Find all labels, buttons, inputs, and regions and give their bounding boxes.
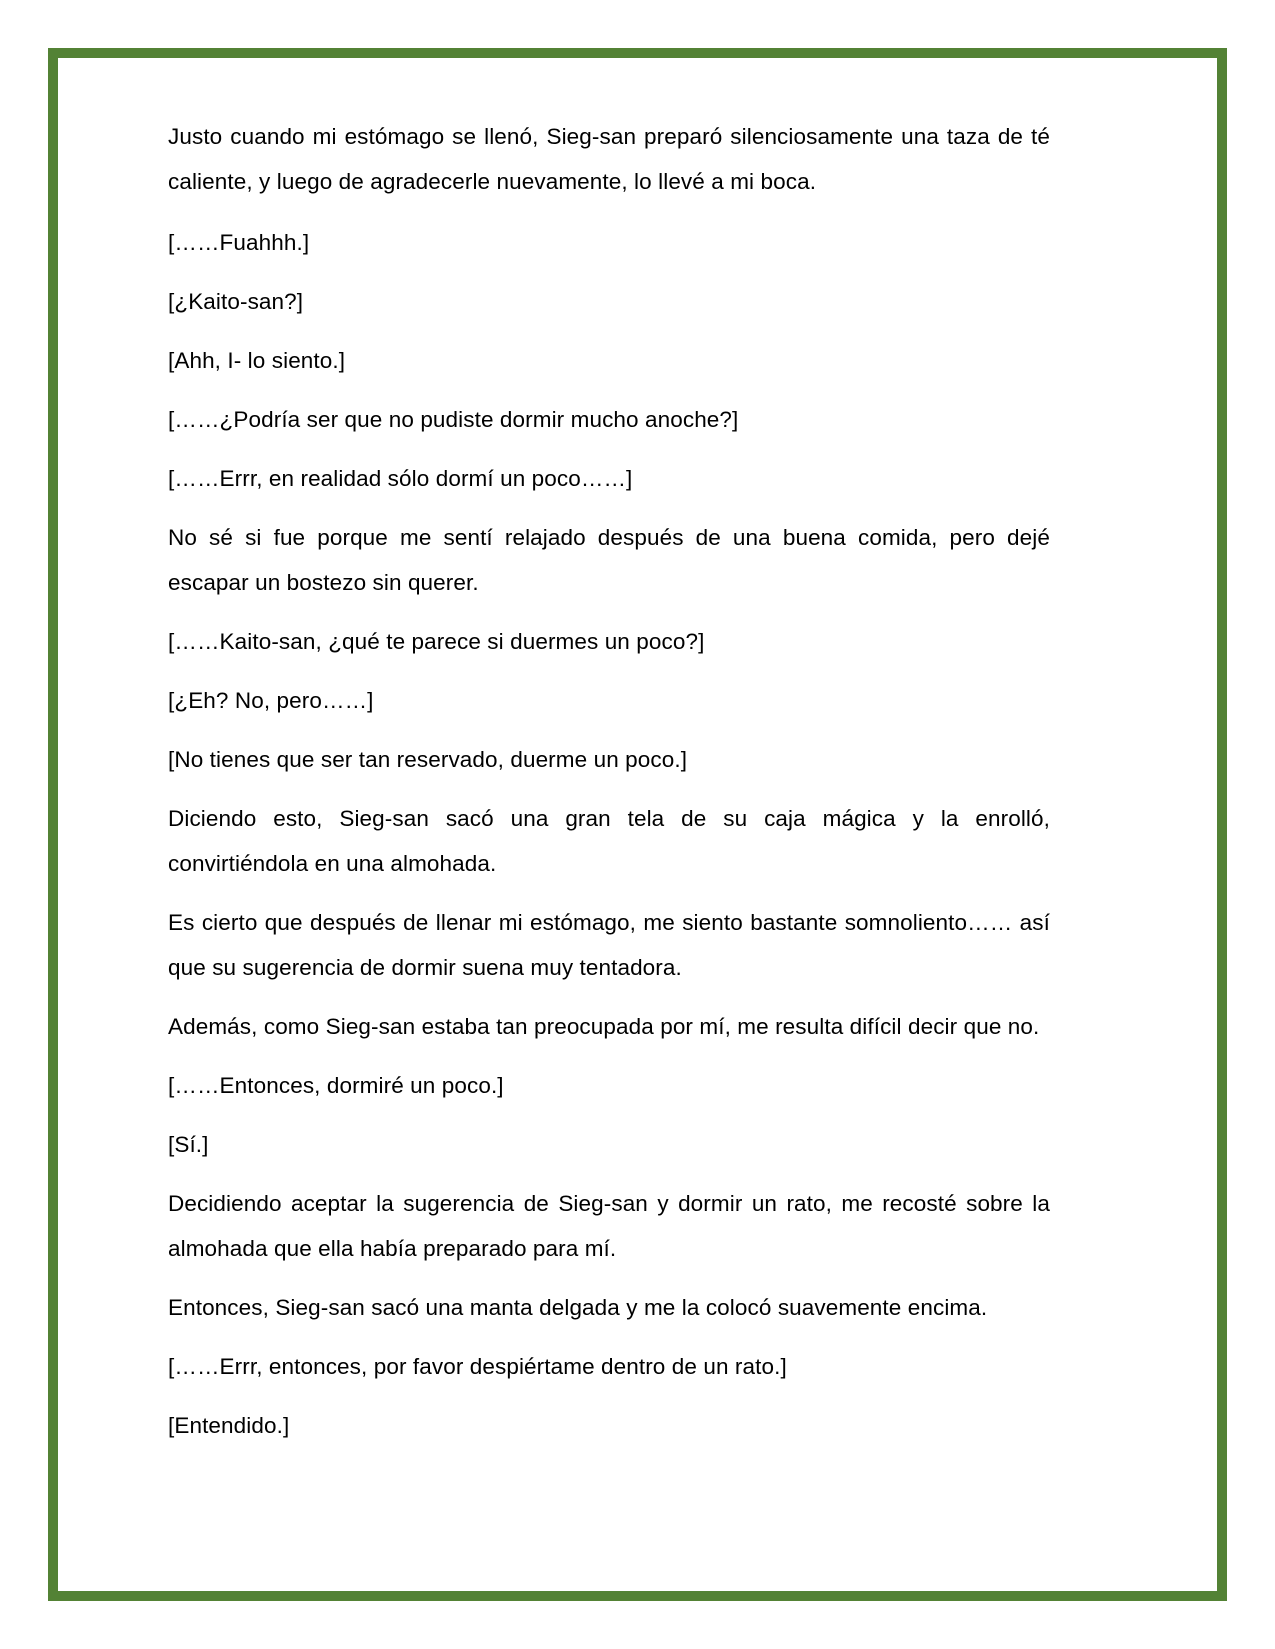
page-border-frame bbox=[48, 48, 1227, 1601]
paragraph-dialogue: [……¿Podría ser que no pudiste dormir mucho anoche?] bbox=[168, 407, 739, 432]
paragraph-dialogue: [Sí.] bbox=[168, 1132, 209, 1157]
paragraph-dialogue: [No tienes que ser tan reservado, duerme un poco.] bbox=[168, 747, 688, 772]
paragraph-dialogue: [……Fuahhh.] bbox=[168, 230, 310, 255]
page-content-area bbox=[58, 58, 1217, 1591]
paragraph-narration: Es cierto que después de llenar mi estómago, me siento bastante somnoliento…… así que su sugerencia de dormir suena muy tentadora. bbox=[168, 910, 1050, 980]
paragraph-dialogue: [……Entonces, dormiré un poco.] bbox=[168, 1073, 504, 1098]
document-text-body bbox=[168, 114, 1050, 1448]
paragraph-narration: Justo cuando mi estómago se llenó, Sieg-san preparó silenciosamente una taza de té caliente, y luego de agradecerle nuevamente, lo llevé a mi boca. bbox=[168, 124, 1050, 194]
paragraph-dialogue: [Ahh, I- lo siento.] bbox=[168, 348, 346, 373]
paragraph-dialogue: [……Errr, en realidad sólo dormí un poco……] bbox=[168, 466, 633, 491]
paragraph-narration: Diciendo esto, Sieg-san sacó una gran tela de su caja mágica y la enrolló, convirtiéndola en una almohada. bbox=[168, 806, 1050, 876]
paragraph-dialogue: [Entendido.] bbox=[168, 1413, 290, 1438]
paragraph-narration: No sé si fue porque me sentí relajado después de una buena comida, pero dejé escapar un bostezo sin querer. bbox=[168, 525, 1050, 595]
paragraph-narration: Entonces, Sieg-san sacó una manta delgada y me la colocó suavemente encima. bbox=[168, 1295, 988, 1320]
paragraph-dialogue: [……Kaito-san, ¿qué te parece si duermes un poco?] bbox=[168, 629, 705, 654]
paragraph-narration: Además, como Sieg-san estaba tan preocupada por mí, me resulta difícil decir que no. bbox=[168, 1014, 1040, 1039]
paragraph-dialogue: [¿Kaito-san?] bbox=[168, 289, 304, 314]
paragraph-dialogue: [¿Eh? No, pero……] bbox=[168, 688, 374, 713]
paragraph-dialogue: [……Errr, entonces, por favor despiértame dentro de un rato.] bbox=[168, 1354, 787, 1379]
paragraph-narration: Decidiendo aceptar la sugerencia de Sieg-san y dormir un rato, me recosté sobre la almohada que ella había preparado para mí. bbox=[168, 1191, 1050, 1261]
